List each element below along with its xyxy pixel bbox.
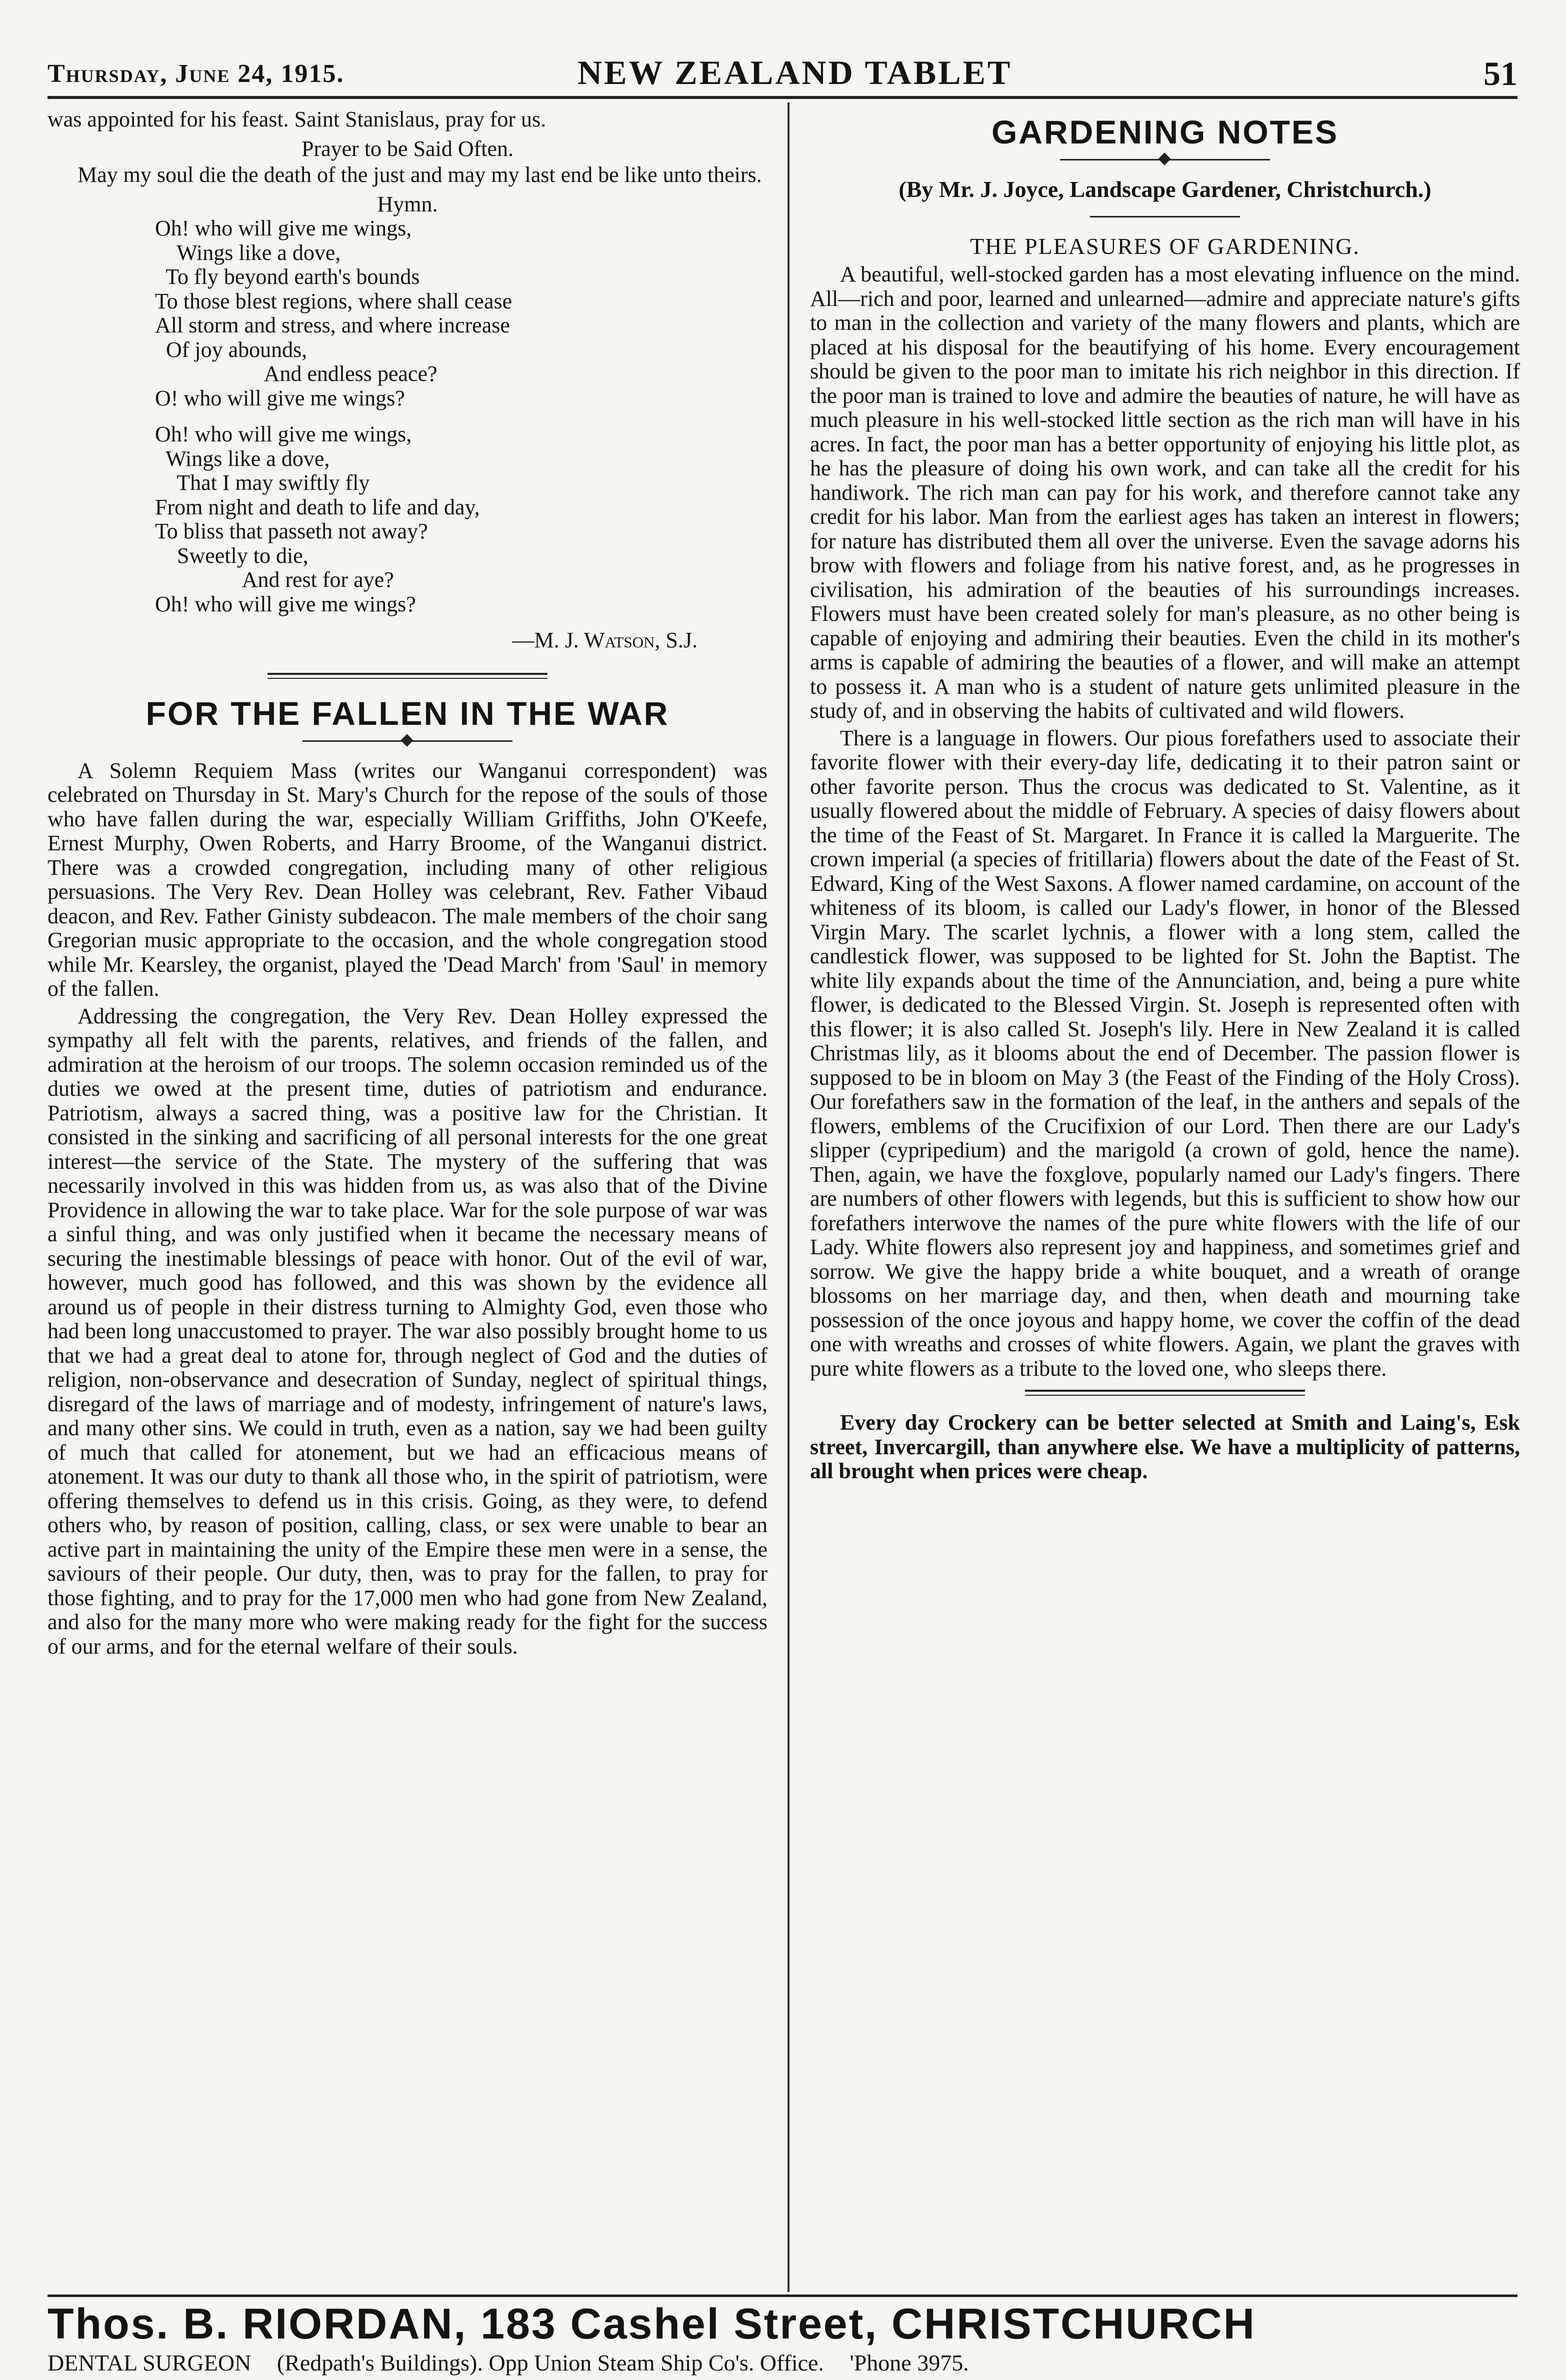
footer-advert: Thos. B. RIORDAN, 183 Cashel Street, CHRISTCHURCH	[48, 2300, 1256, 2348]
hymn-line: That I may swiftly fly	[155, 470, 370, 495]
footer-advert-details	[48, 2350, 1518, 2378]
hymn-line: And endless peace?	[155, 361, 438, 386]
page-header	[48, 50, 1518, 100]
footer-phone: 'Phone 3975.	[850, 2350, 969, 2376]
hymn-line: Wings like a dove,	[155, 446, 330, 471]
header-rule	[48, 96, 1518, 99]
gardening-paragraph: A beautiful, well-stocked garden has a most elevating influence on the mind. All—rich and poor, learned and unlearned—admire and appreciate nature's gifts to man in the collection and variety of the many flowers and plants, which are placed at his disposal for the beautifying of his home. Every encouragement should be given to the poor man to imitate his rich neighbor in this direction. If the poor man is trained to love and admire the beauties of nature, he will have as much pleasure in his well-stocked little section as the rich man will have in his acres. In fact, the poor man has a better opportunity of enjoying his little plot, as he has the pleasure of doing his own work, and can take all the credit for his handiwork. The rich man can pay for his work, and therefore cannot take any credit for his labor. Man from the earliest ages has taken an interest in flowers; for nature has distributed them all over the universe. Even the savage adorns his brow with flowers and foliage from his native forest, and, as he progresses in civilisation, his admiration of the beauties of his surroundings increases. Flowers must have been created solely for man's pleasure, as no other being is capable of enjoying and admiring their beauties. Even the child in its mother's arms is capable of admiring the beauties of a flower, and will make an attempt to possess it. A man who is a student of nature gets unlimited pleasure in the study of, and in observing the habits of cultivated and wild flowers.	[810, 262, 1520, 723]
gardening-paragraph: There is a language in flowers. Our pious forefathers used to associate their favorite flower with their every-day life, dedicating it to their patron saint or other favorite person. Thus the crocus was dedicated to St. Valentine, as it usually flowered about the middle of February. A species of daisy flowers about the time of the Feast of St. Margaret. In France it is called la Marguerite. The crown imperial (a species of fritillaria) flowers about the date of the Feast of St. Edward, King of the West Saxons. A flower named cardamine, on account of the whiteness of its bloom, is called our Lady's flower, in honor of the Blessed Virgin Mary. The scarlet lychnis, a flower with a long stem, called the candlestick flower, was supposed to be lighted for St. John the Baptist. The white lily expands about the time of the Annunciation, and, being a pure white flower, is dedicated to the Blessed Virgin. St. Joseph is represented often with this flower; it is also called St. Joseph's lily. Here in New Zealand it is called Christmas lily, as it blooms about the end of December. The passion flower is supposed to be in bloom on May 3 (the Feast of the Finding of the Holy Cross). Our forefathers saw in the formation of the leaf, in the anthers and sepals of the flowers, emblems of the Crucifixion of our Lord. Then there are our Lady's slipper (cypripedium) and the marigold (a crown of gold, hence the name). Then, again, we have the foxglove, popularly named our Lady's fingers. There are numbers of other flowers with legends, but this is sufficient to show how our forefathers interwove the names of the pure white flowers with the life of our Lady. White flowers also represent joy and happiness, and sometimes grief and sorrow. We give the happy bride a white bouquet, and a wreath of orange blossoms on her marriage day, and then, when death and mourning take possession of the once joyous and happy home, we cover the coffin of the dead one with wreaths and crosses of white flowers. Again, we plant the graves with pure white flowers as a tribute to the loved one, who sleeps there.	[810, 725, 1520, 1381]
hymn-line: Oh! who will give me wings?	[155, 591, 416, 616]
hymn-line: To bliss that passeth not away?	[155, 519, 428, 543]
masthead: NEW ZEALAND TABLET	[578, 53, 1012, 91]
footer-profession: DENTAL SURGEON	[48, 2350, 252, 2376]
hymn-line: To those blest regions, where shall cease	[155, 288, 512, 313]
prayer-text: May my soul die the death of the just and may my last end be like unto theirs.	[78, 162, 762, 187]
hymn-line: Sweetly to die,	[155, 543, 308, 568]
hymn-stanza-2	[48, 422, 768, 616]
hymn-line: To fly beyond earth's bounds	[155, 264, 420, 289]
hymn-line: All storm and stress, and where increase	[155, 313, 510, 337]
prayer-title: Prayer to be Said Often.	[302, 136, 514, 161]
footer-address: (Redpath's Buildings). Opp Union Steam Ship Co's. Office.	[276, 2350, 824, 2376]
section-divider	[1025, 1390, 1305, 1396]
fallen-paragraph: A Solemn Requiem Mass (writes our Wanganui correspondent) was celebrated on Thursday in St. Mary's Church for the repose of the souls of those who have fallen during the war, especially William Griffiths, John O'Keefe, Ernest Murphy, Owen Roberts, and Harry Broome, of the Wanganui district. There was a crowded congregation, including many of other religious persuasions. The Very Rev. Dean Holley was celebrant, Rev. Father Vibaud deacon, and Rev. Father Ginisty subdeacon. The male members of the choir sang Gregorian music appropriate to the occasion, and the whole congregation stood while Mr. Kearsley, the organist, played the 'Dead March' from 'Saul' in memory of the fallen.	[48, 758, 768, 1001]
ornament-rule	[1060, 154, 1270, 164]
hymn-line: And rest for aye?	[155, 567, 394, 592]
ornament-rule	[302, 736, 512, 746]
hymn-title: Hymn.	[377, 191, 438, 216]
crockery-advert: Every day Crockery can be better selected at Smith and Laing's, Esk street, Invercargill, than anywhere else. We have a multiplicity of patterns, all brought when prices were cheap.	[810, 1410, 1520, 1483]
issue-date: Thursday, June 24, 1915.	[48, 59, 344, 88]
byline: (By Mr. J. Joyce, Landscape Gardener, Christchurch.)	[898, 176, 1432, 202]
fallen-title: FOR THE FALLEN IN THE WAR	[146, 694, 670, 732]
hymn-line: Of joy abounds,	[155, 337, 308, 362]
hymn-line: Wings like a dove,	[155, 240, 341, 265]
hymn-signature: —M. J. Watson, S.J.	[512, 628, 698, 652]
subheading: THE PLEASURES OF GARDENING.	[970, 233, 1360, 259]
intro-paragraph: was appointed for his feast. Saint Stanislaus, pray for us.	[48, 107, 546, 131]
short-rule	[1090, 216, 1240, 217]
hymn-line: From night and death to life and day,	[155, 494, 480, 519]
hymn-stanza-1	[48, 216, 768, 410]
hymn-line: Oh! who will give me wings,	[155, 216, 412, 240]
right-column	[810, 107, 1520, 1487]
hymn-line: O! who will give me wings?	[155, 385, 405, 410]
section-divider	[268, 673, 548, 679]
fallen-paragraph: Addressing the congregation, the Very Rev. Dean Holley expressed the sympathy all felt with the parents, relatives, and friends of the fallen, and admiration at the heroism of our troops. The solemn occasion reminded us of the duties we owed at the present time, duties of patriotism and endurance. Patriotism, always a sacred thing, was a positive law for the Christian. It consisted in the sinking and sacrificing of all personal interests for the one great interest—the service of the State. The mystery of the suffering that was necessarily involved in this was hidden from us, as was also that of the Divine Providence in allowing the war to take place. War for the sole purpose of war was a sinful thing, and was only justified when it became the necessary means of securing the inestimable blessings of peace with honor. Out of the evil of war, however, much good has followed, and this was shown by the evidence all around us of people in their distress turning to Almighty God, even those who had been long unaccustomed to prayer. The war also possibly brought home to us that we had a great deal to atone for, through neglect of God and the duties of religion, non-observance and desecration of Sunday, neglect of spiritual things, disregard of the laws of marriage and of modesty, infringement of nature's laws, and many other sins. We could in truth, even as a nation, say we had been guilty of much that called for atonement, but we had an efficacious means of atonement. It was our duty to thank all those who, in the spirit of patriotism, were offering themselves to defend us in this crisis. Going, as they were, to defend others who, by reason of position, calling, class, or sex were unable to bear an active part in maintaining the unity of the Empire these men were in a sense, the saviours of their people. Our duty, then, was to pray for the fallen, to pray for those fighting, and to pray for the 17,000 men who had gone from New Zealand, and also for the many more who were making ready for the fight for the success of our arms, and for the eternal welfare of their souls.	[48, 1003, 768, 1659]
page-number: 51	[1484, 54, 1518, 92]
left-column	[48, 107, 768, 1662]
gardening-title: GARDENING NOTES	[991, 113, 1339, 150]
hymn-line: Oh! who will give me wings,	[155, 422, 412, 446]
column-divider	[788, 102, 790, 2292]
footer-rule	[48, 2295, 1518, 2297]
